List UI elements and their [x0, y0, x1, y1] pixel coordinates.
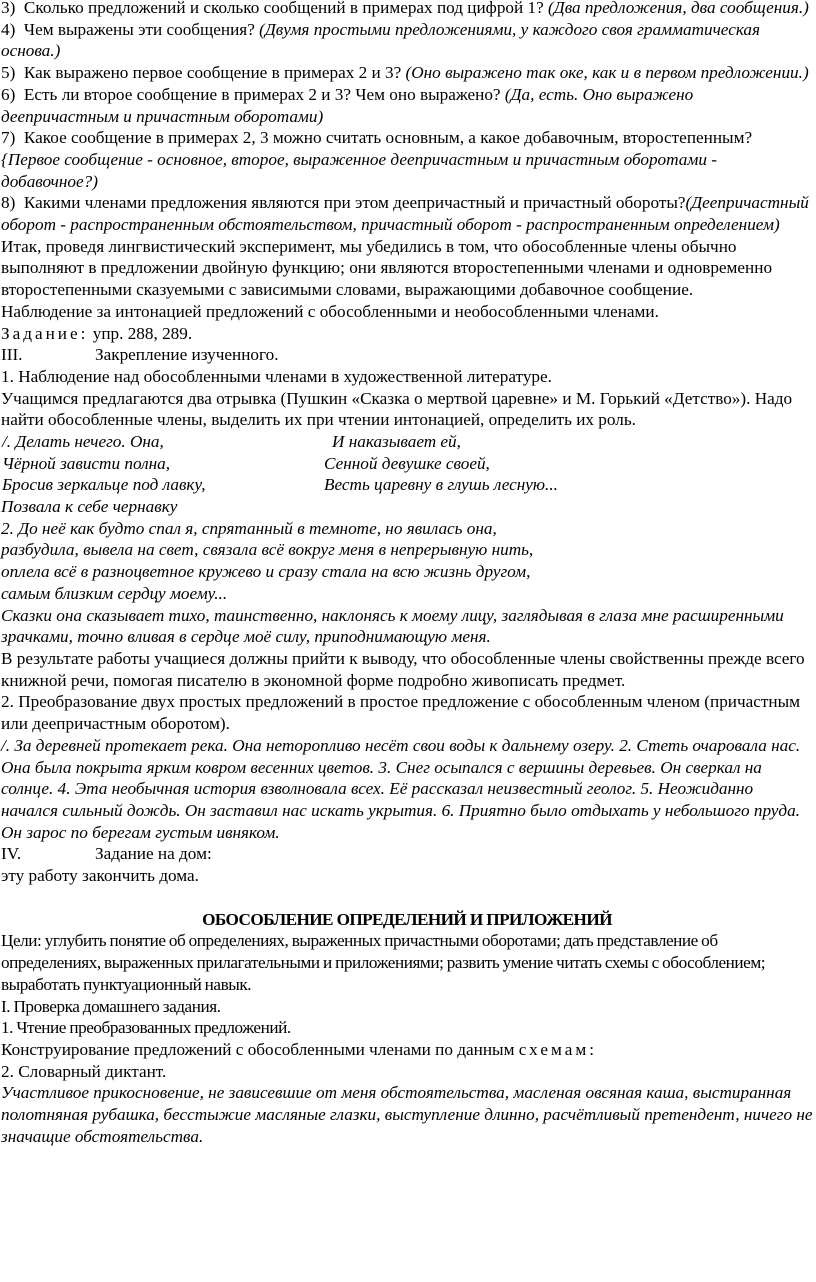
- section-3-heading: III. Закрепление изученного.: [1, 345, 279, 365]
- poem-line: Бросив зеркальце под лавку,: [2, 475, 206, 495]
- poem-column-right: [324, 431, 558, 496]
- poem-line: И наказывает ей,: [332, 432, 461, 452]
- goals-paragraph: Цели: углубить понятие об определениях, выраженных причастными оборотами; дать представление об определениях, выраженных прилагательными и приложениями; развить умение читать схемы с обособлением; выработать пунктуационный навык.: [1, 931, 766, 994]
- poem-line: Чёрной зависти полна,: [2, 453, 171, 473]
- dictation-text: Участливое прикосновение, не зависевшие от меня обстоятельства, масленая овсяная каша, выстиранная полотняная рубашка, бесстыжие масляные глазки, выступление длинно, расчётливый претендент, ничего не значащие обстоятельства.: [1, 1083, 813, 1146]
- page-title: ОБОСОБЛЕНИЕ ОПРЕДЕЛЕНИЙ И ПРИЛОЖЕНИЙ: [202, 909, 612, 929]
- observation-line: Наблюдение за интонацией предложений с обособленными и необособленными членами.: [1, 301, 659, 321]
- conclusion-paragraph: Итак, проведя лингвистический эксперимент, мы убедились в том, что обособленные члены обычно выполняют в предложении двойную функцию; они являются второстепенными членами и одновременно второстепенными сказуемыми с зависимыми словами, выражающими добавочное сообщение.: [1, 236, 773, 300]
- question-7: 7) Какое сообщение в примерах 2, 3 можно считать основным, а какое добавочным, второстепенным? {Первое сообщение - основное, второе, выраженное деепричастным и причастным оборотами - добавочное?): [1, 128, 753, 191]
- homework-line: эту работу закончить дома.: [1, 866, 199, 886]
- item-2-examples: /. За деревней протекает река. Она неторопливо несёт свои воды к дальнему озеру. 2. Стеть очаровала нас. Она была покрыта ярким ковром весенних цветов. 3. Снег осыпался с вершины деревьев. Он сверкал на солнце. 4. Эта необычная история взволновала всех. Её рассказал неизвестный геолог. 5. Неожиданно начался сильный дождь. Он заставил нас искать укрытия. 6. Приятно было отдыхать у небольшого пруда. Он зарос по берегам густым ивняком.: [1, 735, 801, 842]
- poem-line: /. Делать нечего. Она,: [2, 432, 164, 452]
- question-6: 6) Есть ли второе сообщение в примерах 2 и 3? Чем оно выражено? (Да, есть. Оно выражено деепричастным и причастным оборотами): [1, 84, 694, 126]
- poem-column-left: [2, 431, 206, 496]
- result-paragraph: В результате работы учащиеся должны прийти к выводу, что обособленные члены свойственны прежде всего книжной речи, помогая писателю в экономной форме подробно живописать предмет.: [1, 648, 805, 690]
- gorky-excerpt: [1, 518, 813, 605]
- homework-check-item: 1. Чтение преобразованных предложений.: [1, 1018, 291, 1038]
- question-4: 4) Чем выражены эти сообщения? (Двумя простыми предложениями, у каждого своя грамматическая основа.): [1, 19, 761, 61]
- dictation-heading: 2. Словарный диктант.: [1, 1061, 167, 1081]
- item-2-heading: 2. Преобразование двух простых предложений в простое предложение с обособленным членом (причастным или деепричастным оборотом).: [1, 692, 801, 734]
- task-line: Задание: упр. 288, 289.: [1, 323, 193, 343]
- prose-line: 2. До неё как будто спал я, спрятанный в темноте, но явилась она,: [1, 518, 497, 538]
- prose-line: разбудила, вывела на свет, связала всё вокруг меня в непрерывную нить,: [1, 540, 534, 560]
- construct-line: Конструирование предложений с обособленными членами по данным схемам:: [1, 1039, 598, 1059]
- prose-line: самым близким сердцу моему...: [1, 583, 228, 603]
- prose-line: оплела всё в разноцветное кружево и сразу стала на всю жизнь другом,: [1, 562, 531, 582]
- lesson-plan-section: [1, 930, 813, 1039]
- gorky-excerpt-continued: Сказки она сказывает тихо, таинственно, наклонясь к моему лицу, заглядывая в глаза мне расширенными зрачками, точно вливая в сердце моё силу, приподнимающую меня.: [1, 605, 784, 647]
- question-8: 8) Какими членами предложения являются при этом деепричастный и причастный обороты?(Деепричастный оборот - распространенным обстоятельством, причастный оборот - распространенным определением): [1, 193, 809, 235]
- section-4-heading: IV. Задание на дом:: [1, 844, 212, 864]
- pushkin-excerpt: [1, 431, 813, 496]
- poem-line: Позвала к себе чернавку: [1, 497, 178, 517]
- poem-line: Весть царевну в глушь лесную...: [324, 475, 558, 495]
- question-5: 5) Как выражено первое сообщение в примерах 2 и 3? (Оно выражено так оке, как и в первом предложении.): [1, 63, 809, 83]
- item-1-description: Учащимся предлагаются два отрывка (Пушкин «Сказка о мертвой царевне» и М. Горький «Детство»). Надо найти обособленные члены, выделить их при чтении интонацией, определить их роль.: [1, 388, 793, 430]
- homework-check-heading: I. Проверка домашнего задания.: [1, 996, 221, 1016]
- poem-line: Сенной девушке своей,: [324, 453, 490, 473]
- item-1-heading: 1. Наблюдение над обособленными членами в художественной литературе.: [1, 366, 552, 386]
- question-3: 3) Сколько предложений и сколько сообщений в примерах под цифрой 1? (Два предложения, два сообщения.): [1, 0, 809, 17]
